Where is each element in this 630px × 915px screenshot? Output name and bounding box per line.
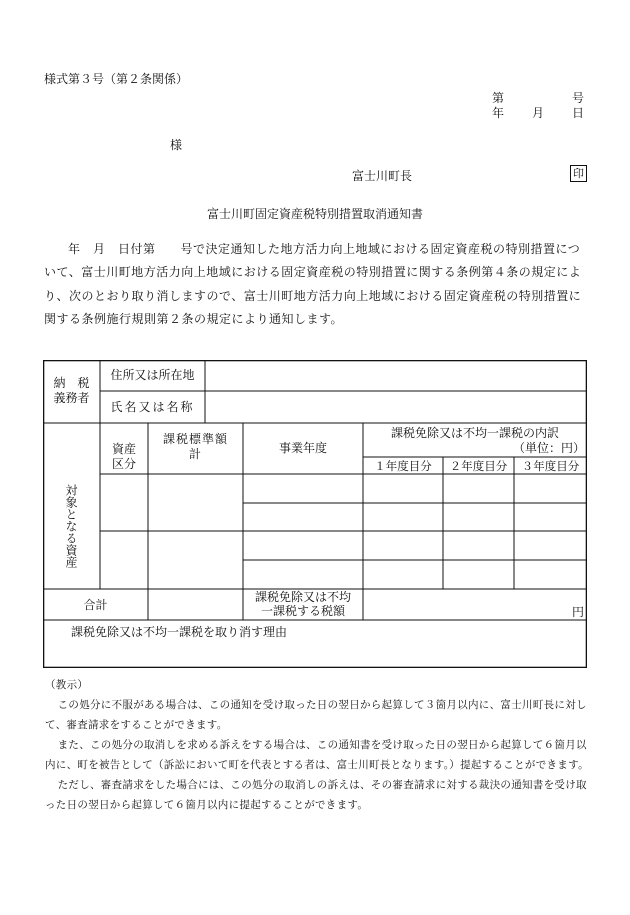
day-label: 日 [571,106,584,120]
asset-class-header: 資産 区分 [111,442,136,471]
notice-paragraph-3: ただし、審査請求をした場合には、この処分の取消しの訴えは、その審査請求に対する裁決の通知書を受け取った日の翌日から起算して６箇月以内に提起することができます。 [45,779,587,811]
body-paragraph: 年 月 日付第 号で決定通知した地方活力向上地域における固定資産税の特別措置について、富士川町地方活力向上地域における固定資産税の特別措置に関する条例第４条の規定により、次のとおり取り消しますので、富士川町地方活力向上地域における固定資産税の特別措置に関する条例施行規則第２条の規定により通知します。 [44,242,582,327]
address-label: 住所又は所在地 [110,368,195,382]
seal-mark: 印 [570,165,587,182]
unit-label: （単位：円） [512,441,585,455]
notice-paragraph-2: また、この処分の取消しを求める訴えをする場合は、この通知書を受け取った日の翌日から起算して６箇月以内に、町を被告として（訴訟において町を代表とする者は、富士川町長となります。）提起することができます。 [45,739,589,771]
reason-label: 課税免除又は不均一課税を取り消す理由 [71,625,288,639]
issuer-name: 富士川町長 [352,169,413,183]
year2-header: ２年度目分 [449,459,508,473]
number-suffix: 号 [571,91,584,105]
form-number: 様式第３号（第２条関係） [44,72,189,86]
target-assets-label: 対象となる資産 [64,484,78,568]
addressee-suffix: 様 [170,138,183,152]
form-table [43,360,587,668]
year3-header: ３年度目分 [521,459,580,473]
taxpayer-label: 納 税 義務者 [53,376,90,405]
yen-unit: 円 [571,605,584,619]
notice-section [45,675,590,815]
exempt-amount-label: 課税免除又は不均 一課税する税額 [254,590,351,618]
date-line [492,104,584,121]
document-title: 富士川町固定資産税特別措置取消通知書 [206,207,423,221]
year-label: 年 [492,106,505,120]
month-label: 月 [531,106,544,120]
business-year-header: 事業年度 [278,441,327,455]
tax-base-total-header: 課税標準額 計 [162,432,228,461]
breakdown-header: 課税免除又は不均一課税の内訳 [390,426,559,440]
notice-paragraph-1: この処分に不服がある場合は、この通知を受け取った日の翌日から起算して３箇月以内に、富士川町長に対して、審査請求をすることができます。 [45,699,587,731]
year1-header: １年度目分 [374,459,432,473]
number-prefix: 第 [492,91,505,105]
address-field[interactable] [205,360,587,391]
notice-heading: （教示） [45,679,89,691]
name-label: 氏名又は名称 [110,400,195,414]
name-field[interactable] [205,391,587,423]
total-label: 合計 [83,598,108,612]
